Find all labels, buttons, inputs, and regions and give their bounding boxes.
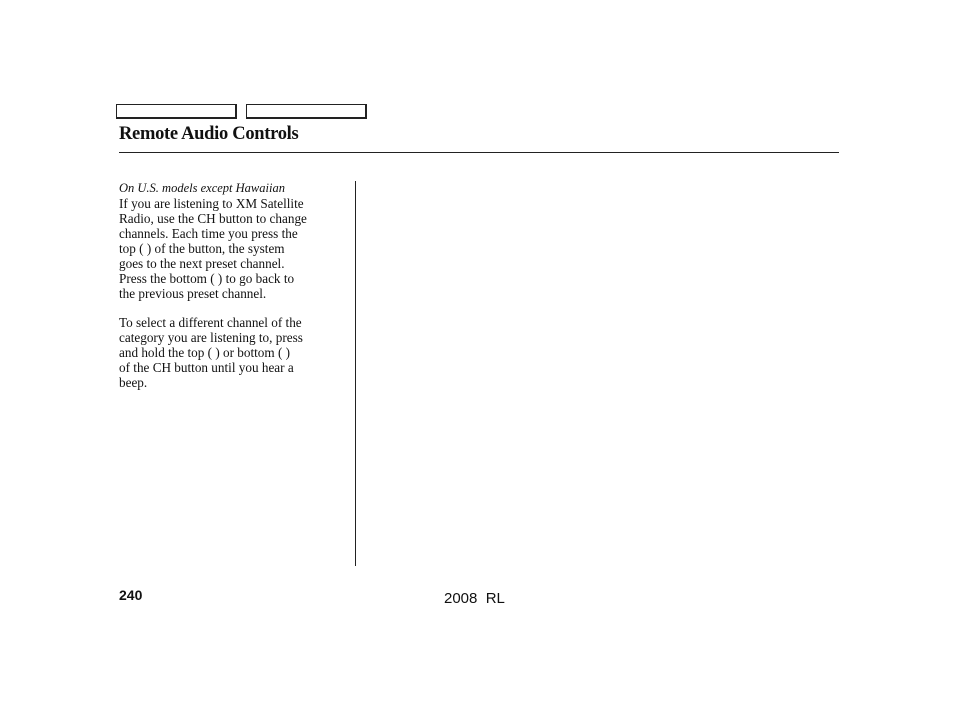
paragraph-preset-channel <box>119 196 347 301</box>
text-line: category you are listening to, press <box>119 330 303 345</box>
nav-tab-box-2 <box>246 104 367 119</box>
text-line: beep. <box>119 375 148 390</box>
column-divider <box>355 181 356 566</box>
text-line: Press the bottom ( ) to go back to <box>119 271 295 286</box>
text-line: of the CH button until you hear a <box>119 360 294 375</box>
page-number: 240 <box>119 587 143 603</box>
text-line: To select a different channel of the <box>119 315 302 330</box>
text-line: the previous preset channel. <box>119 286 267 301</box>
paragraph-category-channel <box>119 315 347 390</box>
model-note: On U.S. models except Hawaiian <box>119 181 285 195</box>
text-line: goes to the next preset channel. <box>119 256 285 271</box>
text-line: and hold the top ( ) or bottom ( ) <box>119 345 291 360</box>
page-title: Remote Audio Controls <box>119 124 299 144</box>
text-line: If you are listening to XM Satellite <box>119 196 304 211</box>
text-line: top ( ) of the button, the system <box>119 241 285 256</box>
footer-model: 2008 RL <box>444 590 505 607</box>
title-rule <box>119 152 839 153</box>
text-line: channels. Each time you press the <box>119 226 298 241</box>
nav-tab-box-1 <box>116 104 237 119</box>
content-column <box>119 181 347 390</box>
text-line: Radio, use the CH button to change <box>119 211 307 226</box>
